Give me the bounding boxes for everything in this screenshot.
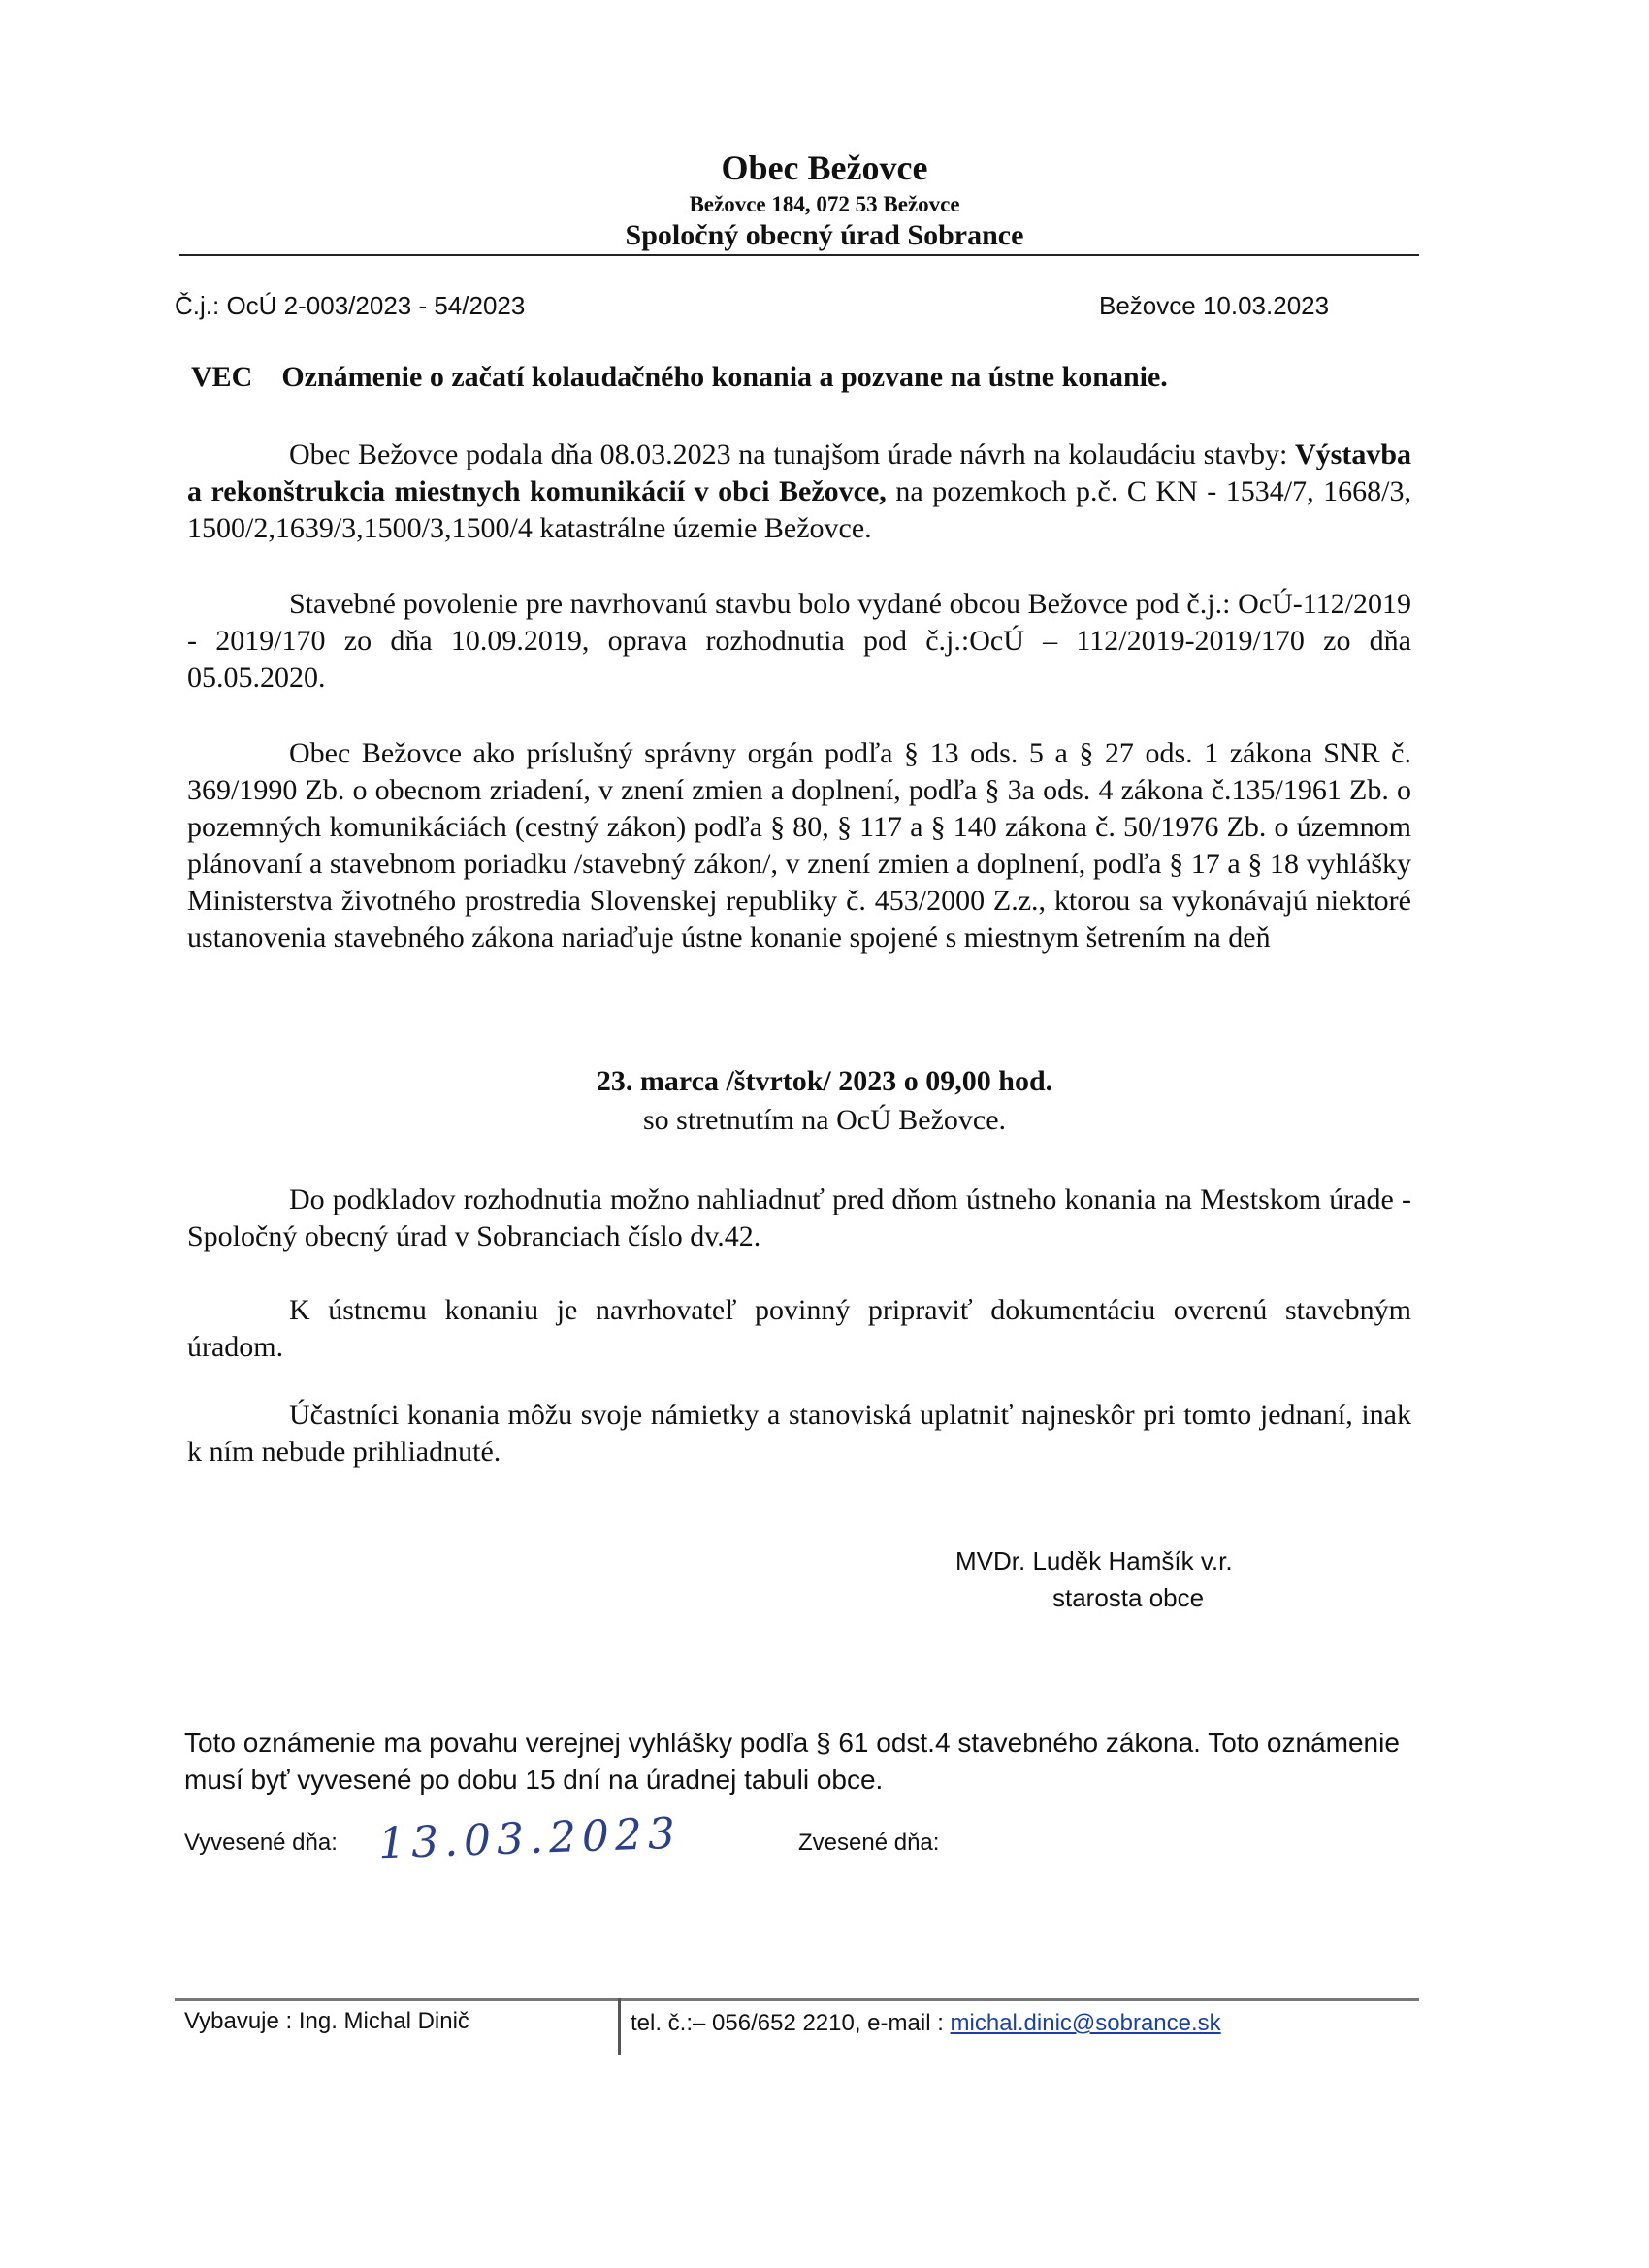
paragraph-application bbox=[187, 437, 1411, 547]
office-address: Bežovce 184, 072 53 Bežovce bbox=[689, 192, 960, 216]
office-name: Spoločný obecný úrad Sobrance bbox=[625, 219, 1024, 251]
header-divider bbox=[179, 254, 1419, 256]
paragraph-objections-text: Účastníci konania môžu svoje námietky a stanoviská uplatniť najneskôr pri tomto jednaní, inak k ním nebude prihliadnuté. bbox=[187, 1399, 1411, 1468]
paragraph-obligation bbox=[187, 1292, 1411, 1366]
paragraph-permit bbox=[187, 586, 1411, 697]
signer-role: starosta obce bbox=[1052, 1583, 1205, 1612]
posted-date-label: Vyvesené dňa: bbox=[184, 1830, 338, 1856]
document-date: Bežovce 10.03.2023 bbox=[1099, 291, 1330, 320]
construction-name: Výstavba a rekonštrukcia miestnych komunikácií v obci Bežovce, bbox=[187, 438, 1411, 507]
meeting-place: so stretnutím na OcÚ Bežovce. bbox=[642, 1104, 1007, 1136]
footer-separator bbox=[618, 1998, 621, 2055]
document-title: Obec Bežovce bbox=[721, 148, 928, 187]
subject-text: Oznámenie o začatí kolaudačného konania a pozvane na ústne konanie. bbox=[281, 361, 1168, 393]
paragraph-documents bbox=[187, 1182, 1411, 1255]
paragraph-legal-basis bbox=[187, 735, 1411, 956]
contact-phone: tel. č.:– 056/652 2210, e-mail : bbox=[630, 2010, 951, 2036]
paragraph-obligation-text: K ústnemu konaniu je navrhovateľ povinný pripraviť dokumentáciu overenú stavebným úradom. bbox=[187, 1294, 1411, 1363]
handled-by: Vybavuje : Ing. Michal Dinič bbox=[184, 2008, 469, 2034]
contact-info bbox=[630, 2010, 1221, 2037]
contact-email-link[interactable]: michal.dinic@sobrance.sk bbox=[950, 2010, 1221, 2036]
paragraph-legal-basis-text: Obec Bežovce ako príslušný správny orgán podľa § 13 ods. 5 a § 27 ods. 1 zákona SNR č. 369/1990 Zb. o obecnom zriadení, v znení zmien a doplnení, podľa § 3a ods. 4 zákona č.135/1961 Zb. o pozemných komunikáciách (cestný zákon) podľa § 80, § 117 a § 140 zákona č. 50/1976 Zb. o územnom plánovaní a stavebnom poriadku /stavebný zákon/, v znení zmien a doplnení, podľa § 17 a § 18 vyhlášky Ministerstva životného prostredia Slovenskej republiky č. 453/2000 Z.z., ktorou sa vykonávajú niektoré ustanovenia stavebného zákona nariaďuje ústne konanie spojené s miestnym šetrením na deň bbox=[187, 737, 1411, 954]
removed-date-label: Zvesené dňa: bbox=[798, 1830, 940, 1856]
public-notice: Toto oznámenie ma povahu verejnej vyhlášky podľa § 61 odst.4 stavebného zákona. Toto oznámenie musí byť vyvesené po dobu 15 dní na úradnej tabuli obce. bbox=[184, 1728, 1400, 1795]
posted-date-handwritten: 13.03.2023 bbox=[377, 1808, 682, 1869]
paragraph-application-before: Obec Bežovce podala dňa 08.03.2023 na tunajšom úrade návrh na kolaudáciu stavby: bbox=[289, 438, 1295, 470]
paragraph-permit-text: Stavebné povolenie pre navrhovanú stavbu bolo vydané obcou Bežovce pod č.j.: OcÚ-112/2019 - 2019/170 zo dňa 10.09.2019, oprava rozhodnutia pod č.j.:OcÚ – 112/2019-2019/170 zo dňa 05.05.2020. bbox=[187, 588, 1411, 694]
signer-name: MVDr. Luděk Hamšík v.r. bbox=[955, 1546, 1233, 1575]
meeting-datetime: 23. marca /štvrtok/ 2023 o 09,00 hod. bbox=[596, 1065, 1053, 1097]
paragraph-objections bbox=[187, 1397, 1411, 1471]
reference-number: Č.j.: OcÚ 2-003/2023 - 54/2023 bbox=[175, 291, 526, 320]
subject-label: VEC bbox=[191, 361, 253, 393]
subject-line bbox=[191, 361, 1168, 394]
paragraph-documents-text: Do podkladov rozhodnutia možno nahliadnuť pred dňom ústneho konania na Mestskom úrade - Spoločný obecný úrad v Sobranciach číslo dv.42. bbox=[187, 1183, 1411, 1252]
paragraph-application-after: na pozemkoch p.č. C KN - 1534/7, 1668/3, 1500/2,1639/3,1500/3,1500/4 katastrálne územie Bežovce. bbox=[187, 475, 1411, 544]
footer-divider bbox=[175, 1998, 1419, 2001]
